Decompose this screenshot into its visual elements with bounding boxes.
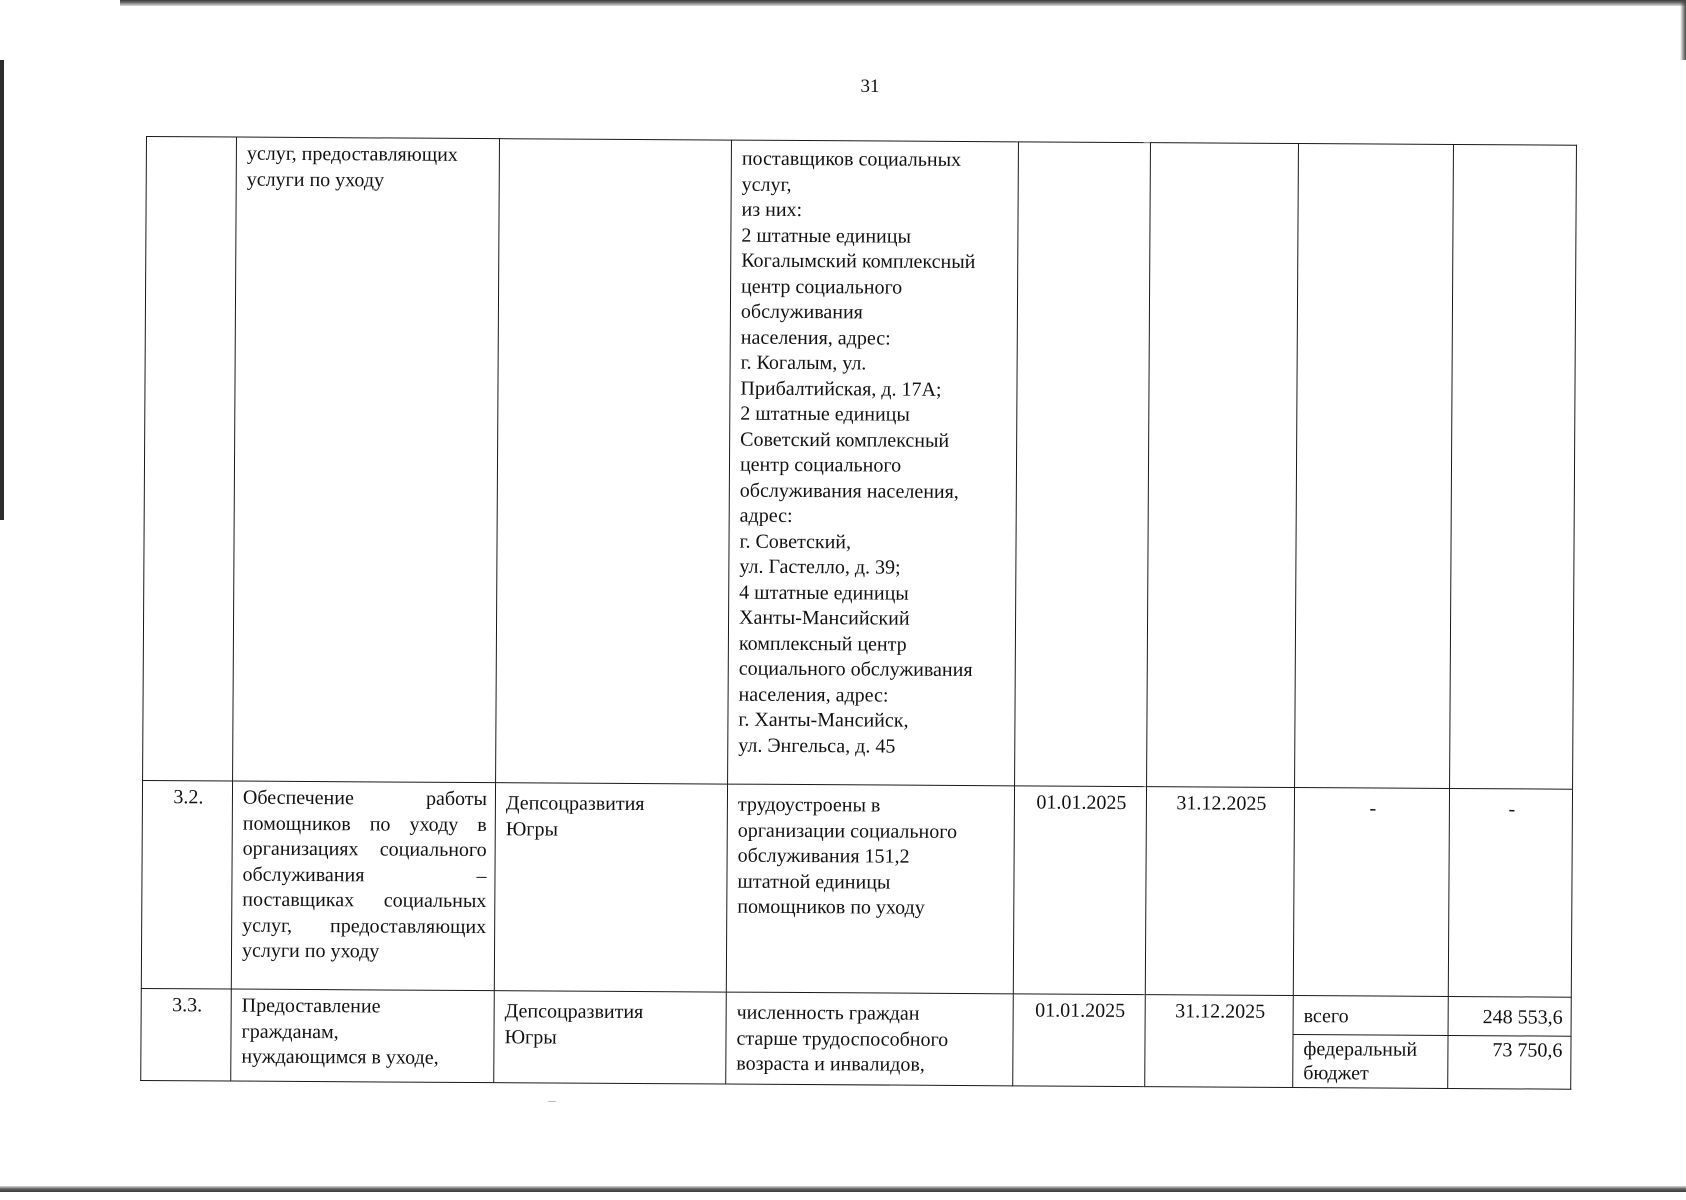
cell-number bbox=[143, 137, 237, 782]
cell-result: численность граждан старше трудоспособного возраста и инвалидов, bbox=[726, 992, 1014, 1085]
cell-funding-source bbox=[1295, 144, 1454, 789]
cell-amount bbox=[1450, 144, 1577, 789]
cell-start-date: 01.01.2025 bbox=[1013, 786, 1146, 995]
scan-edge-left bbox=[0, 60, 4, 520]
amount-federal: 73 750,6 bbox=[1448, 1034, 1570, 1062]
cell-number: 3.2. bbox=[141, 780, 232, 989]
funding-source-total: всего bbox=[1303, 1005, 1349, 1028]
cell-result: трудоустроены в организации социального обслуживания 151,2 штатной единицы помощников по уходу bbox=[726, 784, 1014, 994]
funding-source-list bbox=[1293, 1004, 1447, 1085]
funding-source-federal: федеральный бюджет bbox=[1293, 1034, 1447, 1086]
amount-list bbox=[1448, 1005, 1570, 1062]
cell-start-date: 01.01.2025 bbox=[1013, 994, 1146, 1086]
cell-measure: Обеспечение работы помощников по уходу в организациях социального обслуживания – поставщиках социальных услуг, предоставляющих услуги по уходу bbox=[231, 781, 495, 991]
cell-executor: Депсоцразвития Югры bbox=[494, 991, 727, 1084]
scan-edge-top bbox=[120, 0, 1686, 6]
cell-start-date bbox=[1015, 142, 1151, 787]
scan-edge-bottom bbox=[0, 1186, 1686, 1192]
cell-end-date: 31.12.2025 bbox=[1145, 995, 1294, 1087]
table-row bbox=[141, 780, 1572, 997]
amount-total: 248 553,6 bbox=[1482, 1006, 1563, 1029]
cell-funding-source: - bbox=[1293, 788, 1449, 997]
cell-measure: Предоставление гражданам, нуждающимся в уходе, bbox=[231, 989, 495, 1082]
cell-amount bbox=[1448, 996, 1572, 1088]
page-number: 31 bbox=[860, 76, 880, 97]
activity-table bbox=[140, 136, 1577, 1089]
cell-result: поставщиков социальных услуг, из них: 2 штатные единицы Когалымский комплексный центр социального обслуживания населения, адрес: г. Когалым, ул. Прибалтийская, д. 17А; 2 штатные единицы Советский комплексный центр социального обслуживания населения, адрес: г. Советский, ул. Гастелло, д. 39; 4 штатные единицы Ханты-Мансийский комплексный центр социального обслуживания населения, адрес: г. Ханты-Мансийск, ул. Энгельса, д. 45 bbox=[728, 140, 1019, 786]
cell-measure: услуг, предоставляющих услуги по уходу bbox=[233, 137, 500, 783]
scan-edge-right bbox=[1680, 0, 1686, 60]
table-row bbox=[141, 988, 1572, 1088]
cell-amount: - bbox=[1448, 788, 1572, 997]
table-row bbox=[143, 137, 1577, 790]
scan-mark bbox=[548, 1101, 556, 1102]
cell-executor: Депсоцразвития Югры bbox=[494, 783, 727, 992]
cell-end-date: 31.12.2025 bbox=[1145, 787, 1294, 996]
cell-end-date bbox=[1147, 143, 1299, 788]
cell-number: 3.3. bbox=[141, 988, 232, 1080]
cell-funding-source bbox=[1293, 996, 1449, 1088]
cell-executor bbox=[496, 139, 732, 784]
